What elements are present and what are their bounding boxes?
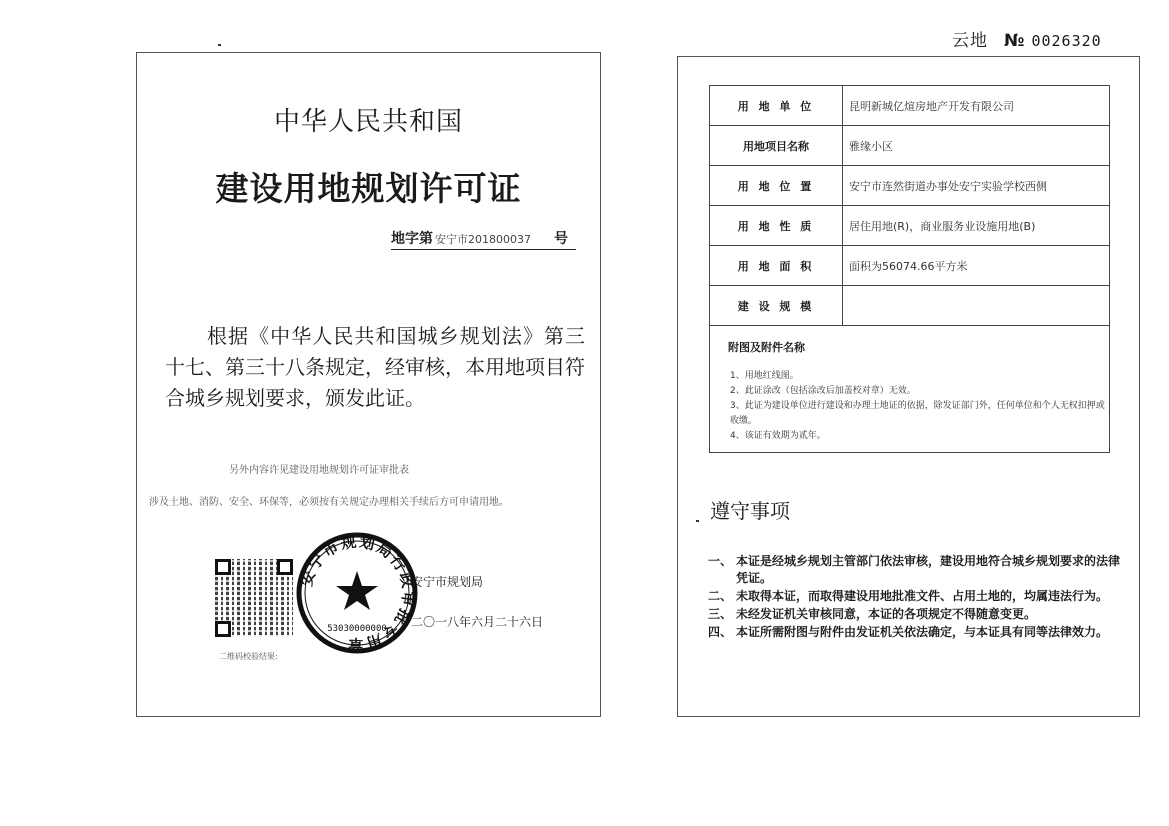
issuer-name: 安宁市规划局 <box>411 575 484 589</box>
qr-caption: 二维码校验结果: <box>219 652 278 661</box>
note-index: 二、 <box>708 589 733 603</box>
notes-list <box>708 553 1120 642</box>
number-sign: № <box>1004 31 1026 51</box>
list-item: 3、此证为建设单位进行建设和办理土地证的依据，除发证部门外，任何单位和个人无权扣押或收缴。 <box>730 401 1105 426</box>
note-index: 一、 <box>708 554 733 568</box>
faint-note-2: 涉及土地、消防、安全、环保等，必须按有关规定办理相关手续后方可申请用地。 <box>149 497 509 508</box>
certificate-cover-page <box>136 52 601 717</box>
qr-corner-icon <box>215 559 231 575</box>
qr-corner-icon <box>277 559 293 575</box>
list-item <box>708 624 1120 641</box>
row-label: 建 设 规 模 <box>710 286 843 326</box>
faint-note-1: 另外内容许见建设用地规划许可证审批表 <box>229 465 409 476</box>
cert-number-suffix: 号 <box>554 231 568 247</box>
row-value: 面积为56074.66平方米 <box>843 246 1110 286</box>
list-item: 4、该证有效期为贰年。 <box>730 431 826 441</box>
row-value: 安宁市连然街道办事处安宁实验学校西侧 <box>843 166 1110 206</box>
note-text: 本证所需附图与附件由发证机关依法确定，与本证具有同等法律效力。 <box>736 625 1109 639</box>
table-row <box>710 86 1110 126</box>
row-value: 居住用地(R)，商业服务业设施用地(B) <box>843 206 1110 246</box>
list-item <box>708 606 1120 623</box>
serial-value: 0026320 <box>1031 32 1102 50</box>
land-info-table <box>709 85 1110 326</box>
row-label: 用 地 面 积 <box>710 246 843 286</box>
serial-prefix: 云地 <box>952 31 988 51</box>
country-heading: 中华人民共和国 <box>273 107 463 137</box>
official-seal-icon <box>295 531 419 655</box>
certificate-title: 建设用地规划许可证 <box>215 169 522 208</box>
list-item: 2、此证涂改（包括涂改后加盖校对章）无效。 <box>730 386 916 396</box>
attachments-title: 附图及附件名称 <box>728 341 805 354</box>
row-label: 用 地 位 置 <box>710 166 843 206</box>
note-index: 三、 <box>708 607 733 621</box>
note-text: 未取得本证，而取得建设用地批准文件、占用土地的，均属违法行为。 <box>736 589 1109 603</box>
qr-corner-icon <box>215 621 231 637</box>
serial-number <box>952 26 1102 51</box>
row-label: 用地项目名称 <box>710 126 843 166</box>
row-label: 用 地 单 位 <box>710 86 843 126</box>
note-index: 四、 <box>708 625 733 639</box>
list-item <box>708 588 1120 605</box>
table-row <box>710 286 1110 326</box>
scan-speck <box>218 44 221 46</box>
attachments-list <box>730 369 1110 444</box>
certificate-number <box>391 228 576 250</box>
table-row <box>710 166 1110 206</box>
notes-title: 遵守事项 <box>710 499 790 523</box>
list-item <box>708 553 1120 587</box>
certificate-body: 根据《中华人民共和国城乡规划法》第三十七、第三十八条规定，经审核，本用地项目符合城乡规划要求，颁发此证。 <box>165 324 585 410</box>
certificate-detail-page <box>677 56 1140 717</box>
row-value <box>843 286 1110 326</box>
row-label: 用 地 性 质 <box>710 206 843 246</box>
table-row <box>710 126 1110 166</box>
note-text: 未经发证机关审核同意，本证的各项规定不得随意变更。 <box>736 607 1037 621</box>
cert-number-value: 安宁市201800037 <box>435 233 531 246</box>
svg-text:安宁市规划局行政审批专用章: 安宁市规划局行政审批专用章 <box>297 532 418 654</box>
note-text: 本证是经城乡规划主管部门依法审核，建设用地符合城乡规划要求的法律凭证。 <box>736 554 1121 585</box>
issue-date: 二〇一八年六月二十六日 <box>411 615 544 629</box>
cert-number-prefix: 地字第 <box>391 231 433 247</box>
table-row <box>710 206 1110 246</box>
row-value: 雅缘小区 <box>843 126 1110 166</box>
svg-text:53030000000: 53030000000 <box>327 624 387 634</box>
scan-speck <box>696 520 699 522</box>
table-row <box>710 246 1110 286</box>
row-value: 昆明新城亿煊房地产开发有限公司 <box>843 86 1110 126</box>
list-item: 1、用地红线图。 <box>730 371 799 381</box>
